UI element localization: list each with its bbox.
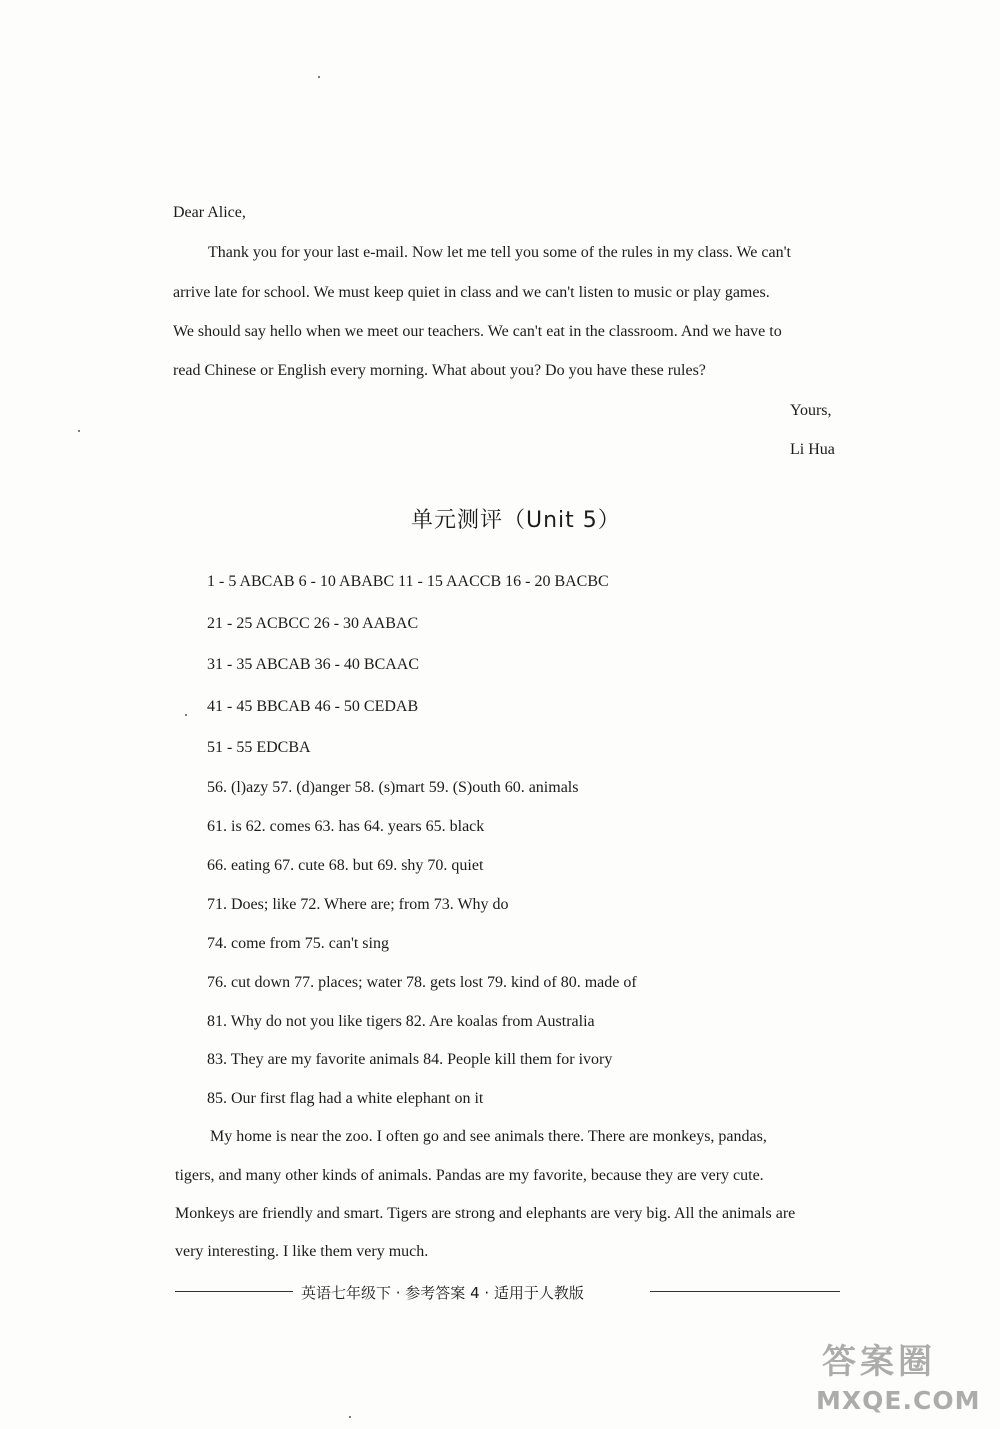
answer-line: 41 - 45 BBCAB 46 - 50 CEDAB [207, 698, 419, 715]
scan-speck [318, 76, 320, 78]
essay-line-3: Monkeys are friendly and smart. Tigers are strong and elephants are very big. All the animals are [175, 1205, 796, 1222]
letter-closing: Yours, [790, 402, 832, 419]
letter-line-4: read Chinese or English every morning. What about you? Do you have these rules? [173, 362, 706, 379]
letter-line-1: Thank you for your last e-mail. Now let me tell you some of the rules in my class. We can't [208, 244, 791, 261]
answer-line: 31 - 35 ABCAB 36 - 40 BCAAC [207, 656, 420, 673]
scan-speck [78, 430, 80, 432]
footer-rule-left [175, 1291, 293, 1292]
letter-line-2: arrive late for school. We must keep quiet in class and we can't listen to music or play games. [173, 284, 770, 301]
answer-line: 61. is 62. comes 63. has 64. years 65. black [207, 818, 485, 835]
watermark-logo: 答案圈 [822, 1342, 936, 1382]
scan-speck [349, 1416, 351, 1418]
answer-line: 74. come from 75. can't sing [207, 935, 389, 952]
section-title: 单元测评（Unit 5） [411, 508, 621, 533]
scan-speck [185, 714, 187, 716]
essay-line-1: My home is near the zoo. I often go and see animals there. There are monkeys, pandas, [210, 1128, 767, 1145]
answer-line: 71. Does; like 72. Where are; from 73. Why do [207, 896, 509, 913]
answer-line: 85. Our first flag had a white elephant on it [207, 1090, 484, 1107]
answer-line: 1 - 5 ABCAB 6 - 10 ABABC 11 - 15 AACCB 16 - 20 BACBC [207, 573, 609, 590]
essay-line-4: very interesting. I like them very much. [175, 1243, 429, 1260]
site-watermark [812, 1330, 994, 1426]
letter-signature: Li Hua [790, 441, 835, 458]
answer-line: 51 - 55 EDCBA [207, 739, 311, 756]
essay-line-2: tigers, and many other kinds of animals. Pandas are my favorite, because they are very cute. [175, 1167, 764, 1184]
answer-line: 56. (l)azy 57. (d)anger 58. (s)mart 59. (S)outh 60. animals [207, 779, 579, 796]
letter-greeting: Dear Alice, [173, 204, 246, 221]
watermark-site: MXQE.COM [816, 1386, 981, 1415]
answer-line: 76. cut down 77. places; water 78. gets lost 79. kind of 80. made of [207, 974, 637, 991]
footer-text: 英语七年级下 · 参考答案 4 · 适用于人教版 [301, 1284, 584, 1302]
footer-rule-right [650, 1291, 840, 1292]
answer-line: 81. Why do not you like tigers 82. Are koalas from Australia [207, 1013, 595, 1030]
answer-line: 21 - 25 ACBCC 26 - 30 AABAC [207, 615, 419, 632]
letter-line-3: We should say hello when we meet our teachers. We can't eat in the classroom. And we have to [173, 323, 782, 340]
answer-line: 83. They are my favorite animals 84. People kill them for ivory [207, 1051, 613, 1068]
answer-line: 66. eating 67. cute 68. but 69. shy 70. quiet [207, 857, 484, 874]
